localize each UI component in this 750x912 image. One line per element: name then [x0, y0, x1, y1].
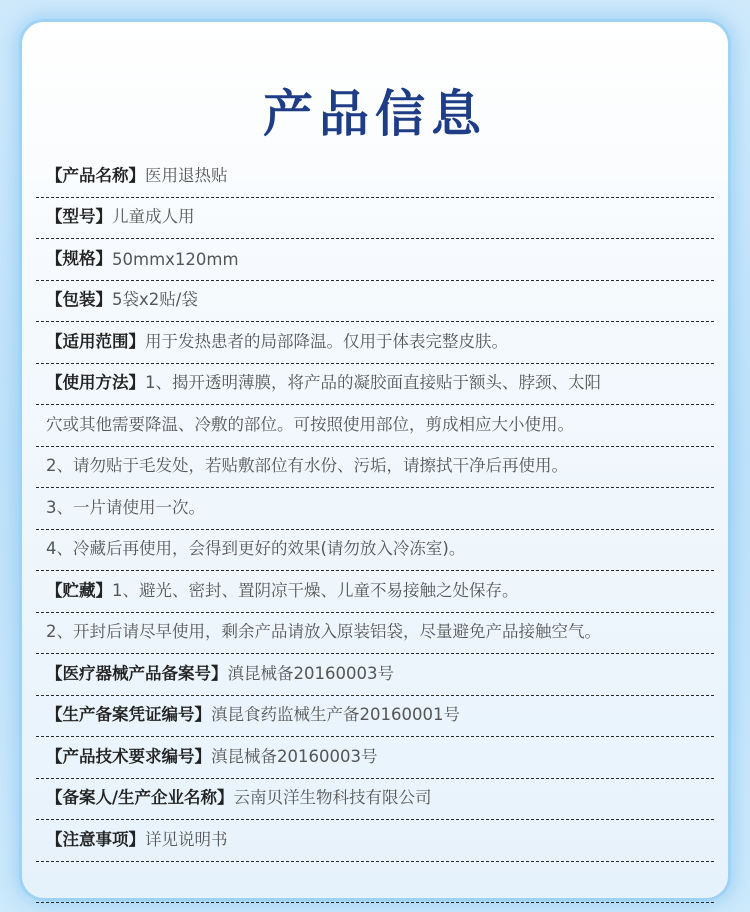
- info-row-label: 【包装】: [46, 290, 112, 309]
- info-list: [36, 156, 714, 903]
- info-row: [36, 447, 714, 489]
- info-row-label: 【注意事项】: [46, 829, 145, 849]
- info-row-value: 2、请勿贴于毛发处，若贴敷部位有水份、污垢，请擦拭干净后再使用。: [46, 456, 568, 475]
- info-row: [36, 779, 714, 821]
- info-row: [36, 488, 714, 530]
- info-row: [36, 239, 714, 281]
- info-row: [36, 364, 714, 406]
- info-row: [36, 156, 714, 198]
- product-info-card: [22, 22, 728, 898]
- info-row-value: 用于发热患者的局部降温。仅用于体表完整皮肤。: [145, 331, 508, 351]
- info-row: [36, 530, 714, 572]
- info-row-value: 2、开封后请尽早使用，剩余产品请放入原装铝袋，尽量避免产品接触空气。: [46, 622, 601, 641]
- info-row: [36, 696, 714, 738]
- info-row-label: 【规格】: [46, 248, 112, 268]
- info-row-value: 儿童成人用: [112, 207, 195, 226]
- info-row: [36, 571, 714, 613]
- info-row-value: 医用退热贴: [145, 165, 228, 185]
- info-row: [36, 862, 714, 904]
- info-row-value: 滇昆食药监械生产备20160001号: [211, 705, 460, 724]
- info-row-label: 【使用方法】: [46, 373, 145, 392]
- info-row-value: 云南贝洋生物科技有限公司: [233, 788, 432, 807]
- info-row-value: 50mmx120mm: [112, 249, 239, 269]
- info-row: [36, 613, 714, 655]
- page-title: 产品信息: [263, 85, 487, 143]
- info-row: [36, 820, 714, 862]
- info-row-label: 【产品名称】: [46, 165, 145, 185]
- info-row-label: 【医疗器械产品备案号】: [46, 663, 228, 683]
- info-row: [36, 281, 714, 323]
- info-row-value: 滇昆械备20160003号: [227, 663, 394, 683]
- info-row-label: 【生产备案凭证编号】: [46, 705, 211, 724]
- info-row-label: 【产品技术要求编号】: [46, 746, 211, 766]
- info-row-value: 1、避光、密封、置阴凉干燥、儿童不易接触之处保存。: [112, 580, 519, 600]
- info-row: [36, 405, 714, 447]
- info-row-label: 【适用范围】: [46, 331, 145, 351]
- info-row-label: 【贮藏】: [46, 580, 112, 600]
- info-row: [36, 322, 714, 364]
- info-row-value: 5袋x2贴/袋: [112, 290, 198, 309]
- info-row-label: 【型号】: [46, 207, 112, 226]
- info-row-label: 【备案人/生产企业名称】: [46, 788, 234, 807]
- info-row-value: 3、一片请使用一次。: [46, 497, 205, 517]
- info-row-value: 穴或其他需要降温、冷敷的部位。可按照使用部位，剪成相应大小使用。: [46, 414, 574, 434]
- info-row: [36, 654, 714, 696]
- info-row: [36, 198, 714, 240]
- info-row-value: 滇昆械备20160003号: [211, 746, 378, 766]
- info-row: [36, 737, 714, 779]
- info-row-value: 4、冷藏后再使用，会得到更好的效果(请勿放入冷冻室)。: [46, 539, 466, 558]
- info-row-value: 详见说明书: [145, 829, 228, 849]
- info-row-value: 1、揭开透明薄膜，将产品的凝胶面直接贴于额头、脖颈、太阳: [145, 373, 601, 392]
